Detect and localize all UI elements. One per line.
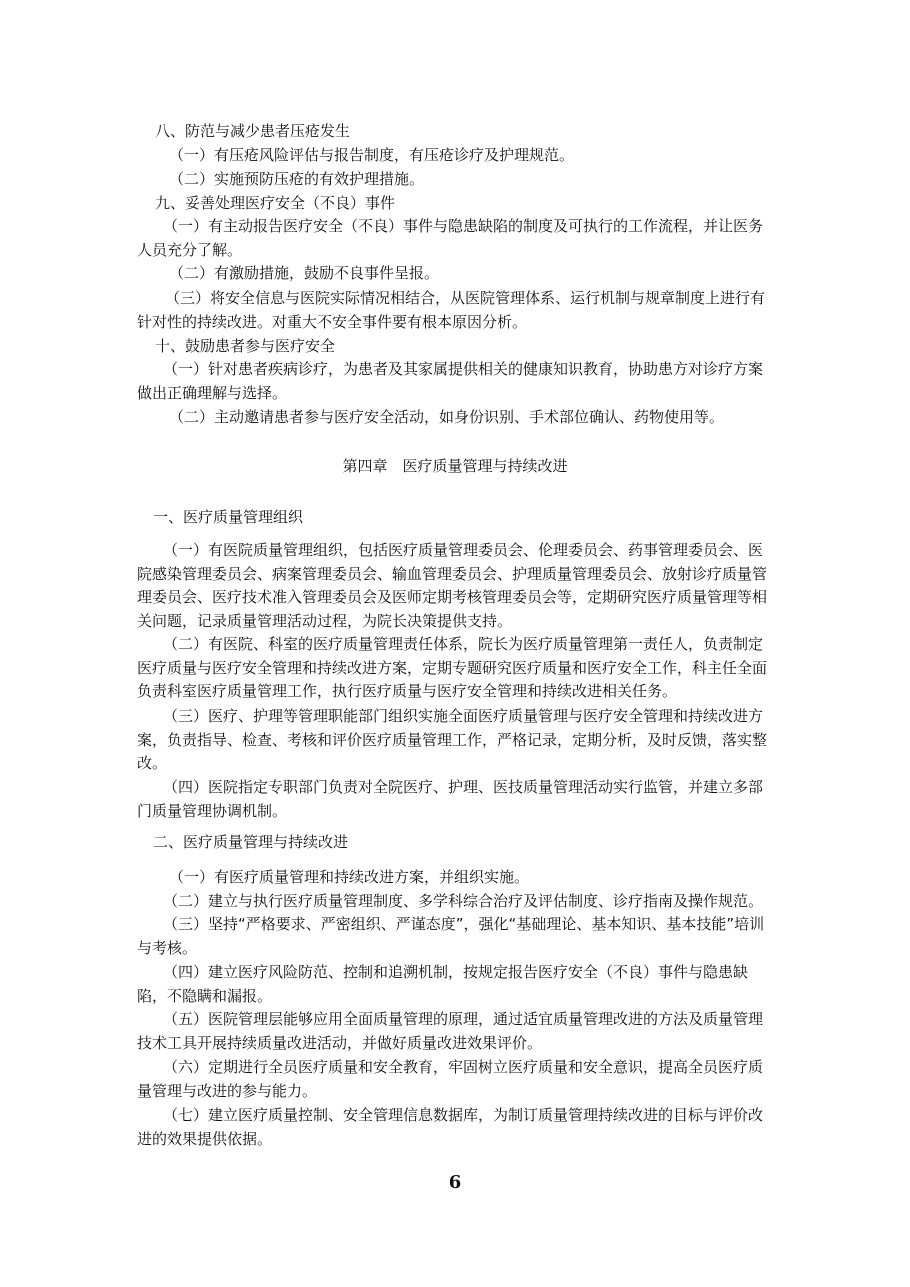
paragraph: （六）定期进行全员医疗质量和安全教育，牢固树立医疗质量和安全意识，提高全员医疗质量管理与改进的参与能力。 — [137, 1058, 764, 1100]
paragraph: （二）建立与执行医疗质量管理制度、多学科综合治疗及评估制度、诊疗指南及操作规范。 — [163, 892, 764, 910]
section-heading-8: 八、防范与减少患者压疮发生 — [155, 122, 351, 140]
page-number: 6 — [448, 1172, 462, 1193]
chapter-title: 第四章 医疗质量管理与持续改进 — [342, 457, 568, 475]
paragraph: （三）将安全信息与医院实际情况相结合，从医院管理体系、运行机制与规章制度上进行有针对性的持续改进。对重大不安全事件要有根本原因分析。 — [137, 289, 766, 331]
paragraph: （一）有医院质量管理组织，包括医疗质量管理委员会、伦理委员会、药事管理委员会、医院感染管理委员会、病案管理委员会、输血管理委员会、护理质量管理委员会、放射诊疗质量管理委员会、医疗技术准入管理委员会及医师定期考核管理委员会等，定期研究医疗质量管理等相关问题，记录质量管理活动过程，为院长决策提供支持。 — [137, 541, 768, 630]
paragraph: （七）建立医疗质量控制、安全管理信息数据库，为制订质量管理持续改进的目标与评价改进的效果提供依据。 — [137, 1106, 764, 1148]
paragraph: （一）有压疮风险评估与报告制度，有压疮诊疗及护理规范。 — [169, 146, 575, 164]
paragraph: （一）有主动报告医疗安全（不良）事件与隐患缺陷的制度及可执行的工作流程，并让医务人员充分了解。 — [137, 217, 764, 259]
paragraph: （二）有医院、科室的医疗质量管理责任体系，院长为医疗质量管理第一责任人，负责制定医疗质量与医疗安全管理和持续改进方案，定期专题研究医疗质量和医疗安全工作，科主任全面负责科室医疗质量管理工作，执行医疗质量与医疗安全管理和持续改进相关任务。 — [137, 635, 768, 700]
paragraph: （三）医疗、护理等管理职能部门组织实施全面医疗质量管理与医疗安全管理和持续改进方案，负责指导、检查、考核和评价医疗质量管理工作，严格记录，定期分析，及时反馈，落实整改。 — [137, 707, 768, 772]
paragraph: （二）有激励措施，鼓励不良事件呈报。 — [169, 264, 440, 282]
paragraph: （五）医院管理层能够应用全面质量管理的原理，通过适宜质量管理改进的方法及质量管理技术工具开展持续质量改进活动，并做好质量改进效果评价。 — [137, 1010, 764, 1052]
paragraph: （一）针对患者疾病诊疗，为患者及其家属提供相关的健康知识教育，协助患方对诊疗方案做出正确理解与选择。 — [137, 360, 764, 402]
paragraph: （四）建立医疗风险防范、控制和追溯机制，按规定报告医疗安全（不良）事件与隐患缺陷，不隐瞒和漏报。 — [137, 963, 749, 1005]
paragraph: （三）坚持“严格要求、严密组织、严谨态度”，强化“基础理论、基本知识、基本技能”培训与考核。 — [137, 915, 765, 957]
paragraph: （二）主动邀请患者参与医疗安全活动，如身份识别、手术部位确认、药物使用等。 — [169, 408, 725, 426]
section-heading-improve: 二、医疗质量管理与持续改进 — [153, 833, 349, 851]
section-heading-9: 九、妥善处理医疗安全（不良）事件 — [155, 194, 396, 212]
paragraph: （四）医院指定专职部门负责对全院医疗、护理、医技质量管理活动实行监管，并建立多部门质量管理协调机制。 — [137, 778, 764, 820]
section-heading-10: 十、鼓励患者参与医疗安全 — [155, 337, 336, 355]
paragraph: （二）实施预防压疮的有效护理措施。 — [169, 170, 425, 188]
section-heading-org: 一、医疗质量管理组织 — [153, 508, 304, 526]
paragraph: （一）有医疗质量管理和持续改进方案，并组织实施。 — [169, 868, 530, 886]
